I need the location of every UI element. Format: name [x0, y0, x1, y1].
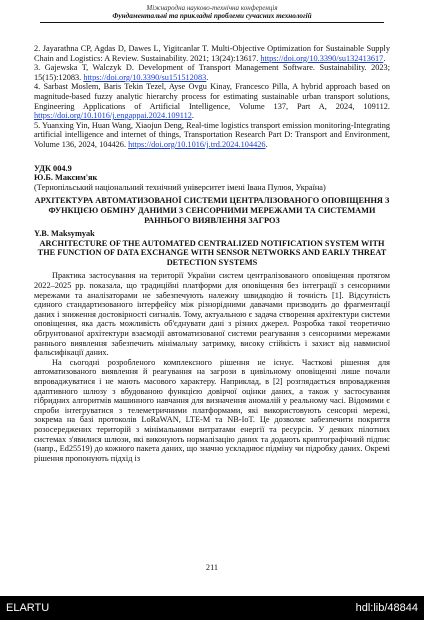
page-body [34, 44, 390, 463]
section-gap [34, 150, 390, 164]
author-en: Y.B. Maksymyak [34, 229, 95, 239]
affiliation: (Тернопільський національний технічний університет імені Івана Пулюя, Україна) [34, 182, 326, 192]
footer-handle: hdl:lib/48844 [355, 602, 418, 614]
reference-doi-link[interactable]: https://doi.org/10.3390/su132413617 [260, 53, 384, 63]
page-number: 211 [205, 563, 219, 572]
running-header [40, 4, 384, 23]
header-rule [40, 22, 384, 23]
conference-name: Міжнародна науково-технічна конференція [146, 4, 278, 12]
reference-doi-link[interactable]: https://doi.org/10.1016/j.trd.2024.104426 [128, 139, 266, 149]
title-ua: АРХІТЕКТУРА АВТОМАТИЗОВАНОЇ СИСТЕМИ ЦЕНТРАЛІЗОВАНОГО ОПОВІЩЕННЯ З ФУНКЦІЄЮ ОБМІНУ ДАНИМИ З СЕНСОРНИМИ МЕРЕЖАМИ ТА СИСТЕМАМИ РАННЬОГО ВИЯВЛЕННЯ ЗАГРОЗ [34, 196, 390, 225]
conference-subtitle: Фундаментальні та прикладні проблеми сучасних технологій [112, 12, 312, 20]
footer-repository-label: ELARTU [6, 602, 50, 614]
reference-item: 3. Gajewska T, Walczyk D. Development of Transport Management Software. Sustainability. 2023; 15(15):12083. https://doi.org/10.3390/su151512083. [34, 63, 390, 82]
body-paragraph: Практика застосування на території України систем централізованого оповіщення протягом 2022–2025 рр. показала, що традиційні платформи для оповіщення без інтеграції з сенсорними мережами та аналізаторами не забезпечують належну швидкодію й точність [1]. Відсутність єдиного стандартизованого інтерфейсу між різнорідними давачами призводить до фрагментації даних і зниження достовірності сигналів. Тому, актуальною є задача створення архітектури системи оповіщення, яка дасть можливість об'єднувати дані з різних джерел. Розробка такої теоретично обґрунтованої архітектури взаємодії автоматизованої системи реагування з сенсорними мережами раннього виявлення забезпечить мінімальну затримку, високу стійкість і захист від навмисної фальсифікації даних. [34, 271, 390, 358]
reference-text: 4. Sarbast Moslem, Baris Tekin Tezel, Ayse Ovgu Kinay, Francesco Pilla, A hybrid approach based on magnitude-based fuzzy analytic hierarchy process for estimating sustainable urban transport solutions, Engineering Applications of Artificial Intelligence, Volume 137, Part A, 2024, 109112. [34, 82, 390, 111]
footer-bar [0, 596, 424, 620]
title-en: ARCHITECTURE OF THE AUTOMATED CENTRALIZED NOTIFICATION SYSTEM WITH THE FUNCTION OF DATA EXCHANGE WITH SENSOR NETWORKS AND EARLY THREAT DETECTION SYSTEMS [37, 238, 387, 267]
reference-doi-link[interactable]: https://doi.org/10.1016/j.engappai.2024.109112 [34, 111, 192, 121]
body-paragraph: На сьогодні розробленого комплексного рішення не існує. Часткові рішення для автоматизованого виявлення й реагування на загрози в цивільному оповіщенні лише почали впроваджуватися і не мають масового характеру. Наприклад, в [2] розглядається впровадження адаптивного шлюзу з вбудованою функцією довірчої оцінки даних, а також у застосування гібридних алгоритмів машинного навчання для визначення аномалій у реальному часі. Відомими є спроби інтегруватися з телеметричними платформами, які використовують сенсорні мережі, зокрема на базі протоколів LoRaWAN, LTE-M та NB-IoT. Це дозволяє забезпечити покриття розосереджених територій з мінімальними витратами енергії та ресурсів. У деяких пілотних системах з'явилися шлюзи, які виконують нормалізацію даних та додають криптографічний підпис (напр., Ed25519) до кожного пакета даних, що значно ускладнює підміну чи підробку даних. Окремі рішення пропонують підхід із [34, 357, 390, 463]
reference-doi-link[interactable]: https://doi.org/10.3390/su151512083 [83, 72, 207, 82]
author-ua: Ю.Б. Максим'як [34, 173, 98, 183]
reference-text: 5. Yuanxing Yin, Huan Wang, Xiaojun Deng, Real-time logistics transport emission monitoring-Integrating artificial intelligence and internet of things, Transportation Research Part D: Transport and Environment, Volume 136, 2024, 104426. [34, 120, 390, 149]
reference-item: 2. Jayarathna CP, Agdas D, Dawes L, Yigitcanlar T. Multi-Objective Optimization for Sustainable Supply Chain and Logistics: A Review. Sustainability. 2021; 13(24):13617. https://doi.org/10.3390/su132413617. [34, 44, 390, 63]
reference-item: 5. Yuanxing Yin, Huan Wang, Xiaojun Deng, Real-time logistics transport emission monitoring-Integrating artificial intelligence and internet of things, Transportation Research Part D: Transport and Environment, Volume 136, 2024, 104426. https://doi.org/10.1016/j.trd.2024.104426. [34, 120, 390, 149]
reference-item: 4. Sarbast Moslem, Baris Tekin Tezel, Ayse Ovgu Kinay, Francesco Pilla, A hybrid approach based on magnitude-based fuzzy analytic hierarchy process for estimating sustainable urban transport solutions, Engineering Applications of Artificial Intelligence, Volume 137, Part A, 2024, 109112. https://doi.org/10.1016/j.engappai.2024.109112. [34, 82, 390, 121]
udk-code: УДК 004.9 [34, 163, 72, 173]
reference-text: 3. Gajewska T, Walczyk D. Development of Transport Management Software. Sustainability. 2023; 15(15):12083. [34, 63, 390, 82]
reference-text: 2. Jayarathna CP, Agdas D, Dawes L, Yigitcanlar T. Multi-Objective Optimization for Sustainable Supply Chain and Logistics: A Review. Sustainability. 2021; 13(24):13617. [34, 44, 390, 63]
